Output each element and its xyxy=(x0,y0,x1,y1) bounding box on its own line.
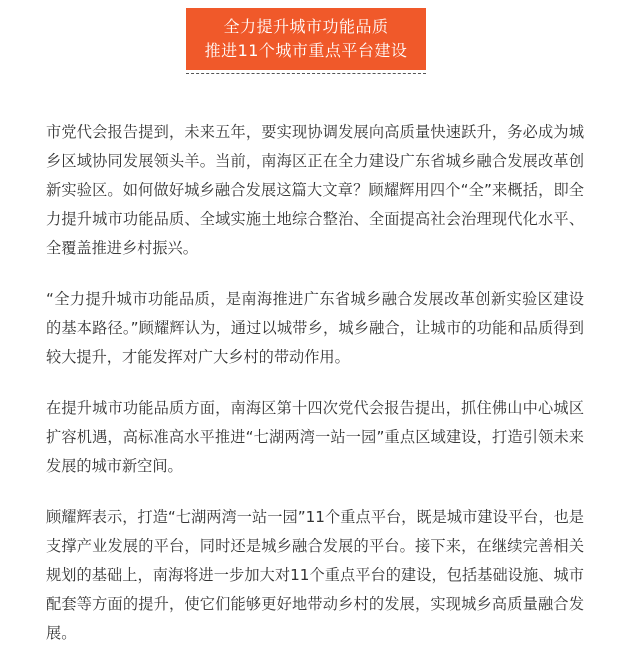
article-paragraph-3: 在提升城市功能品质方面，南海区第十四次党代会报告提出，抓住佛山中心城区扩容机遇，高标准高水平推进“七湖两湾一站一园”重点区域建设，打造引领未来发展的城市新空间。 xyxy=(46,399,584,475)
article-paragraph-2: “全力提升城市功能品质，是南海推进广东省城乡融合发展改革创新实验区建设的基本路径。”顾耀辉认为，通过以城带乡，城乡融合，让城市的功能和品质得到较大提升，才能发挥对广大乡村的带动作用。 xyxy=(46,290,584,366)
headline-banner xyxy=(186,8,426,70)
article-paragraph-4: 顾耀辉表示，打造“七湖两湾一站一园”11个重点平台，既是城市建设平台，也是支撑产业发展的平台，同时还是城乡融合发展的平台。接下来，在继续完善相关规划的基础上，南海将进一步加大对11个重点平台的建设，包括基础设施、城市配套等方面的提升，使它们能够更好地带动乡村的发展，实现城乡高质量融合发展。 xyxy=(46,508,584,642)
article-paragraph-1: 市党代会报告提到，未来五年，要实现协调发展向高质量快速跃升，务必成为城乡区域协同发展领头羊。当前，南海区正在全力建设广东省城乡融合发展改革创新实验区。如何做好城乡融合发展这篇大文章？顾耀辉用四个“全”来概括，即全力提升城市功能品质、全域实施土地综合整治、全面提高社会治理现代化水平、全覆盖推进乡村振兴。 xyxy=(46,123,584,257)
headline-line-2: 推进11个城市重点平台建设 xyxy=(204,41,408,60)
article-body xyxy=(46,118,584,670)
headline-line-1: 全力提升城市功能品质 xyxy=(223,17,389,36)
headline-dashed-divider xyxy=(186,73,426,74)
